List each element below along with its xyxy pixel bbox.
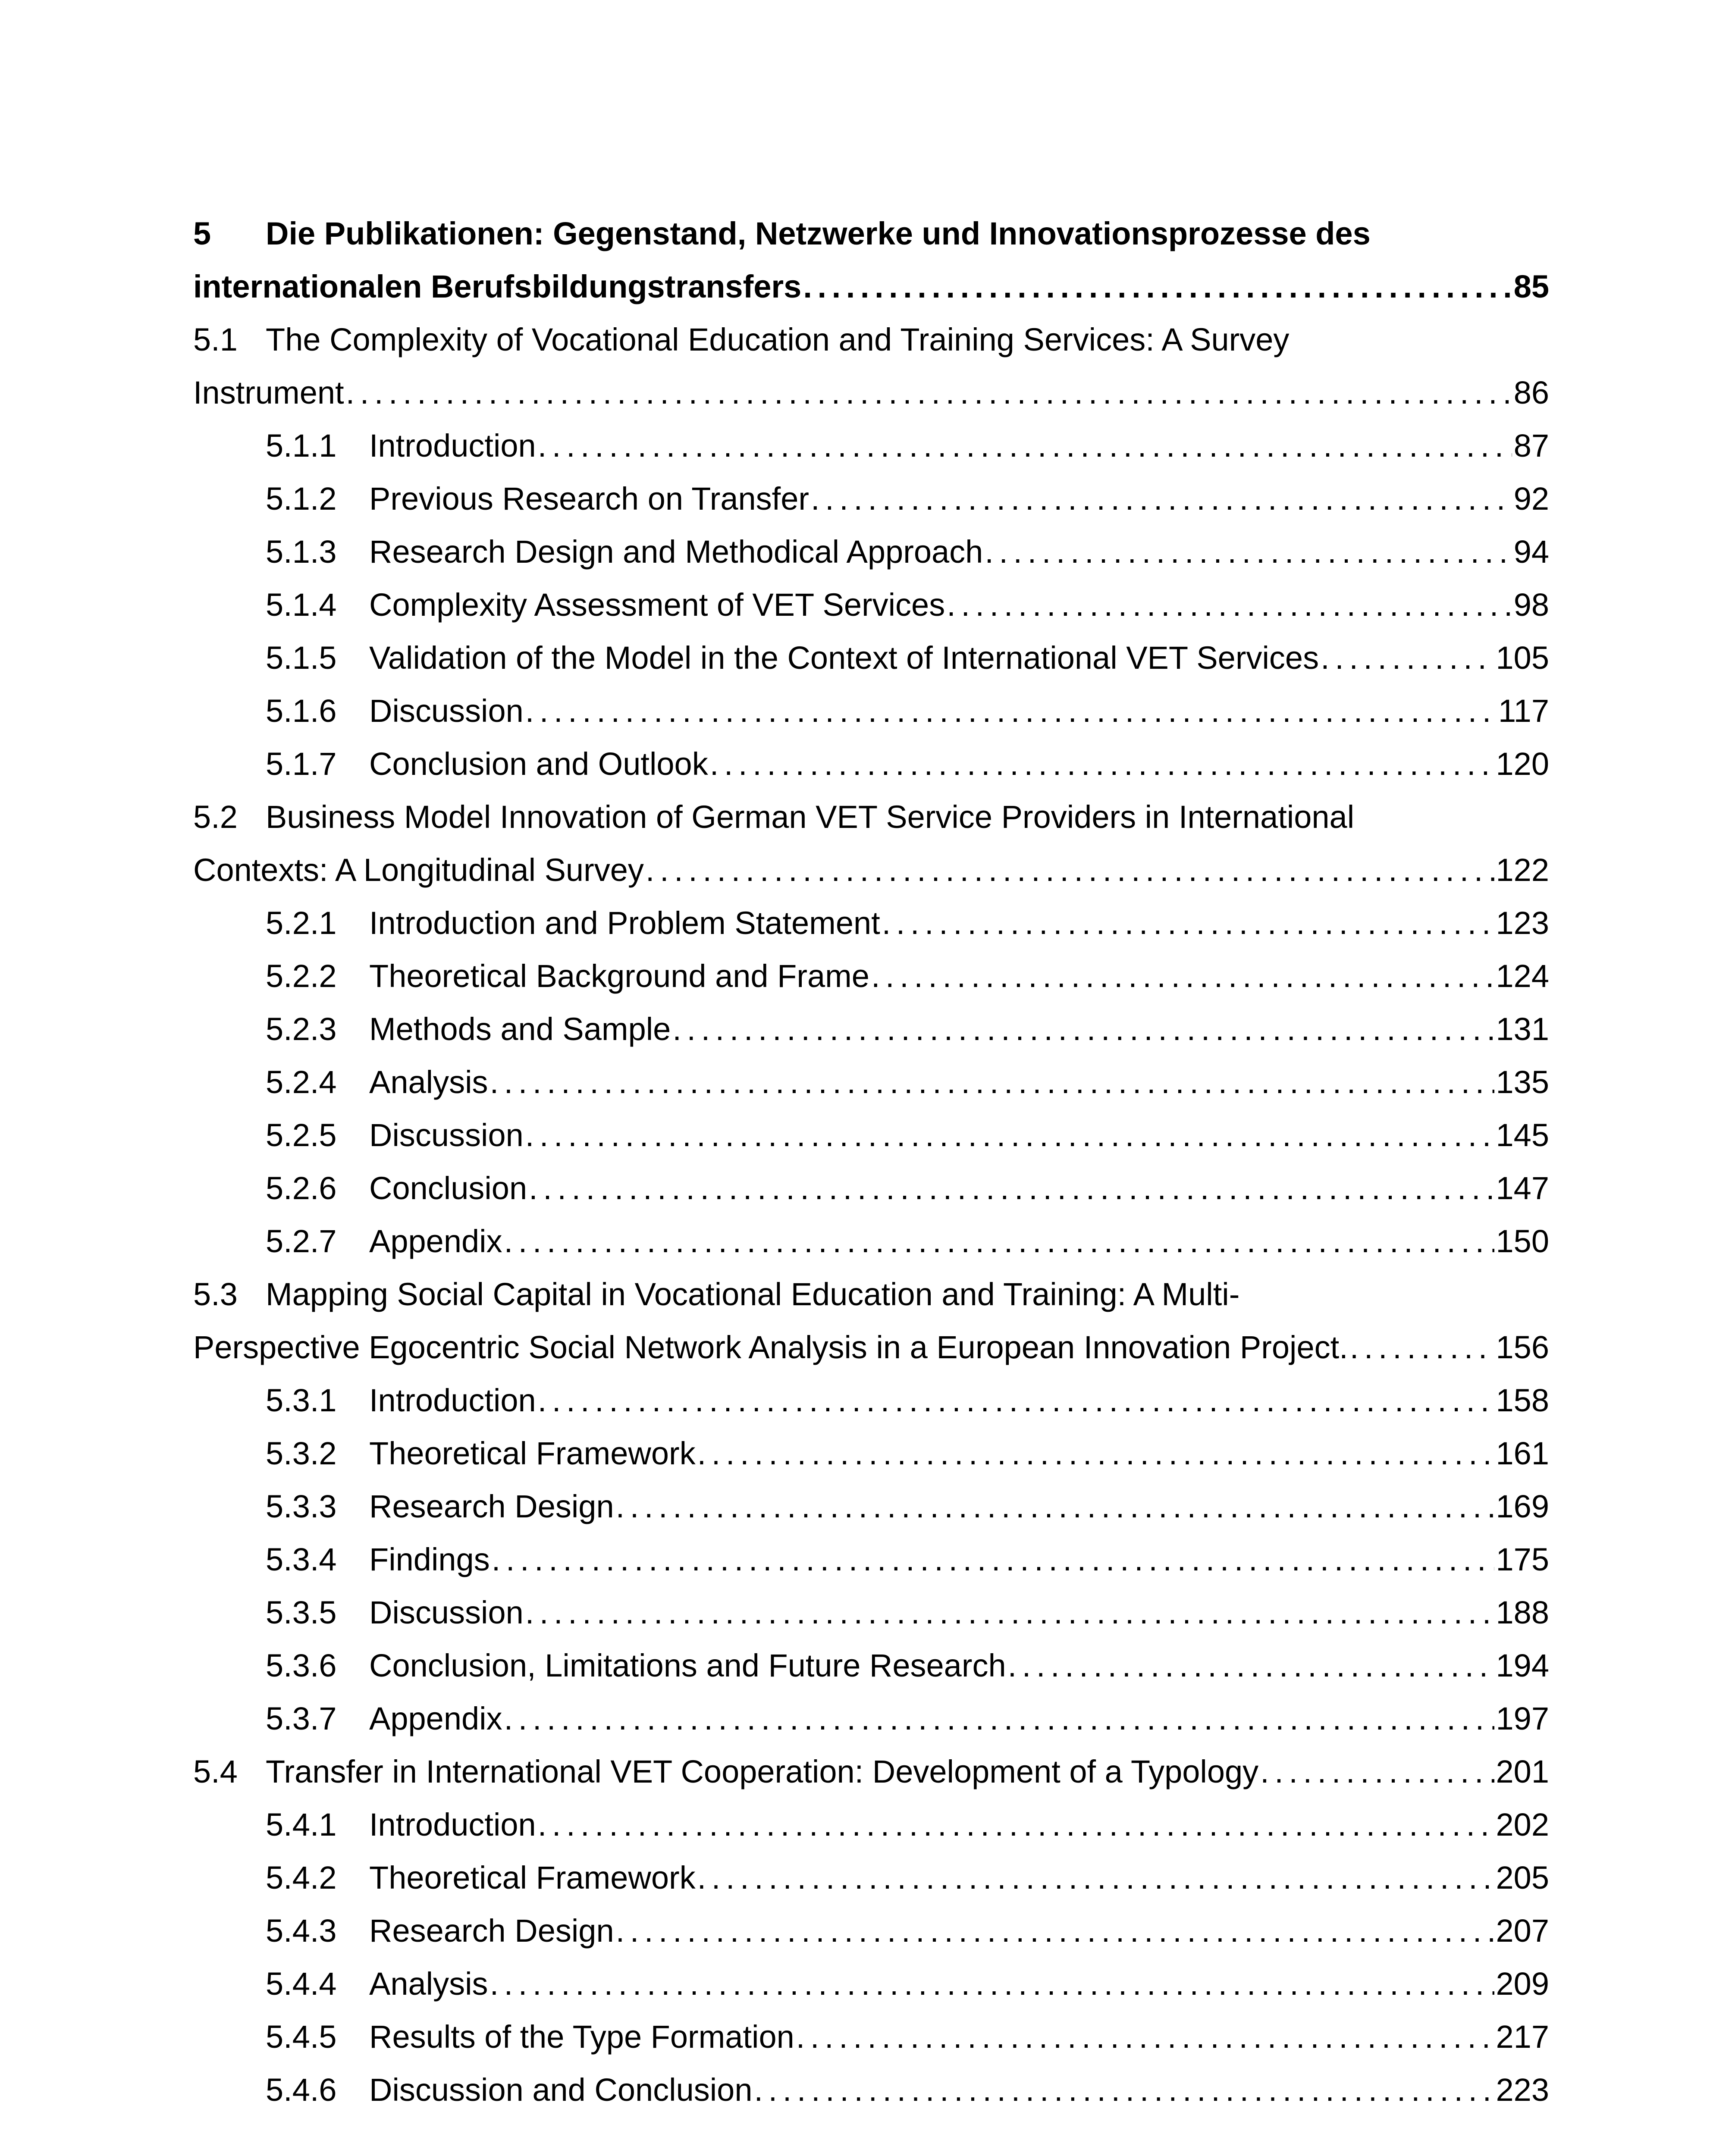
toc-subsection-entry[interactable] bbox=[193, 2010, 1549, 2063]
dot-leader bbox=[538, 419, 1512, 472]
toc-subsection-entry[interactable] bbox=[193, 1374, 1549, 1427]
toc-page-number: 209 bbox=[1496, 1966, 1549, 2002]
toc-section-entry[interactable] bbox=[193, 1745, 1549, 1798]
dot-leader bbox=[492, 1533, 1494, 1586]
toc-title: Research Design and Methodical Approach bbox=[369, 534, 983, 570]
dot-leader bbox=[672, 1003, 1494, 1056]
toc-line bbox=[266, 896, 1549, 950]
toc-number: 5.2.5 bbox=[266, 1117, 337, 1153]
toc-page-number: 205 bbox=[1496, 1860, 1549, 1896]
toc-line bbox=[266, 578, 1549, 631]
toc-title-continued: Perspective Egocentric Social Network Analysis in a European Innovation Project. bbox=[193, 1329, 1348, 1365]
toc-title-continued: Contexts: A Longitudinal Survey bbox=[193, 852, 644, 888]
toc-page-number: 175 bbox=[1496, 1542, 1549, 1577]
toc-page-number: 156 bbox=[1496, 1329, 1549, 1365]
toc-line bbox=[193, 260, 1549, 313]
toc-page-number: 202 bbox=[1496, 1807, 1549, 1843]
dot-leader bbox=[697, 1851, 1494, 1904]
dot-leader bbox=[525, 1109, 1494, 1162]
toc-line bbox=[266, 525, 1549, 578]
toc-title: Research Design bbox=[369, 1913, 614, 1949]
toc-title-continued: Instrument bbox=[193, 375, 344, 411]
toc-page-number: 161 bbox=[1496, 1435, 1549, 1471]
toc-subsection-entry[interactable] bbox=[193, 1480, 1549, 1533]
toc-subsection-entry[interactable] bbox=[193, 525, 1549, 578]
dot-leader bbox=[811, 472, 1512, 525]
toc-line bbox=[266, 1692, 1549, 1745]
toc-subsection-entry[interactable] bbox=[193, 684, 1549, 737]
toc-page-number: 85 bbox=[1513, 269, 1549, 304]
toc-page-number: 105 bbox=[1496, 640, 1549, 676]
dot-leader bbox=[1260, 1745, 1494, 1798]
toc-subsection-entry[interactable] bbox=[193, 1215, 1549, 1268]
toc-page-number: 131 bbox=[1496, 1011, 1549, 1047]
toc-page-number: 150 bbox=[1496, 1223, 1549, 1259]
dot-leader bbox=[346, 366, 1512, 419]
toc-title: Validation of the Model in the Context of International VET Services bbox=[369, 640, 1319, 676]
toc-number: 5.2.3 bbox=[266, 1011, 337, 1047]
toc-number: 5.3.7 bbox=[266, 1701, 337, 1736]
toc-section-entry[interactable] bbox=[193, 313, 1549, 419]
toc-title: Theoretical Framework bbox=[369, 1860, 696, 1896]
toc-subsection-entry[interactable] bbox=[193, 1692, 1549, 1745]
toc-page-number: 145 bbox=[1496, 1117, 1549, 1153]
toc-subsection-entry[interactable] bbox=[193, 1904, 1549, 1957]
toc-title: Methods and Sample bbox=[369, 1011, 671, 1047]
toc-page-number: 217 bbox=[1496, 2019, 1549, 2055]
toc-subsection-entry[interactable] bbox=[193, 1162, 1549, 1215]
dot-leader bbox=[697, 1427, 1494, 1480]
toc-subsection-entry[interactable] bbox=[193, 896, 1549, 950]
toc-subsection-entry[interactable] bbox=[193, 1109, 1549, 1162]
dot-leader bbox=[616, 1904, 1494, 1957]
toc-page-number: 123 bbox=[1496, 905, 1549, 941]
toc-title: Business Model Innovation of German VET Service Providers in International bbox=[266, 799, 1355, 835]
toc-line bbox=[266, 1056, 1549, 1109]
toc-line bbox=[266, 1480, 1549, 1533]
toc-line bbox=[266, 1533, 1549, 1586]
toc-line bbox=[193, 843, 1549, 896]
dot-leader bbox=[538, 1798, 1494, 1851]
toc-title: Introduction bbox=[369, 1382, 536, 1418]
toc-title: Analysis bbox=[369, 1064, 488, 1100]
toc-line bbox=[266, 1904, 1549, 1957]
toc-line bbox=[193, 207, 1549, 260]
dot-leader bbox=[490, 1056, 1494, 1109]
toc-line bbox=[193, 1268, 1549, 1321]
toc-title: Appendix bbox=[369, 1701, 502, 1736]
toc-line bbox=[266, 1427, 1549, 1480]
toc-line bbox=[266, 472, 1549, 525]
toc-title: Discussion bbox=[369, 1117, 524, 1153]
toc-title: Findings bbox=[369, 1542, 490, 1577]
toc-line bbox=[266, 684, 1549, 737]
toc-subsection-entry[interactable] bbox=[193, 1427, 1549, 1480]
toc-subsection-entry[interactable] bbox=[193, 950, 1549, 1003]
dot-leader bbox=[985, 525, 1512, 578]
toc-title: Theoretical Framework bbox=[369, 1435, 696, 1471]
toc-title: Introduction bbox=[369, 428, 536, 464]
dot-leader bbox=[525, 684, 1497, 737]
toc-title: Introduction and Problem Statement bbox=[369, 905, 880, 941]
toc-line bbox=[266, 1957, 1549, 2010]
toc-line bbox=[193, 366, 1549, 419]
toc-subsection-entry[interactable] bbox=[193, 419, 1549, 472]
toc-number: 5.3 bbox=[193, 1276, 238, 1312]
toc-title: Appendix bbox=[369, 1223, 502, 1259]
toc-page-number: 86 bbox=[1513, 375, 1549, 411]
toc-number: 5.1.2 bbox=[266, 481, 337, 517]
toc-subsection-entry[interactable] bbox=[193, 1798, 1549, 1851]
toc-title: Conclusion bbox=[369, 1170, 527, 1206]
toc-section-entry[interactable] bbox=[193, 790, 1549, 896]
toc-page-number: 94 bbox=[1513, 534, 1549, 570]
toc-subsection-entry[interactable] bbox=[193, 578, 1549, 631]
toc-subsection-entry[interactable] bbox=[193, 1957, 1549, 2010]
toc-subsection-entry[interactable] bbox=[193, 2063, 1549, 2116]
dot-leader bbox=[490, 1957, 1494, 2010]
toc-line bbox=[193, 313, 1549, 366]
toc-line bbox=[266, 2010, 1549, 2063]
toc-page-number: 207 bbox=[1496, 1913, 1549, 1949]
toc-page-number: 120 bbox=[1496, 746, 1549, 782]
toc-title: Conclusion and Outlook bbox=[369, 746, 708, 782]
toc-number: 5.4.1 bbox=[266, 1807, 337, 1843]
dot-leader bbox=[710, 737, 1494, 790]
toc-subsection-entry[interactable] bbox=[193, 1586, 1549, 1639]
toc-number: 5.3.4 bbox=[266, 1542, 337, 1577]
toc-title: Mapping Social Capital in Vocational Education and Training: A Multi- bbox=[266, 1276, 1240, 1312]
toc-title-continued: internationalen Berufsbildungstransfers bbox=[193, 269, 802, 304]
toc-title: Complexity Assessment of VET Services bbox=[369, 587, 945, 623]
toc-number: 5.1.5 bbox=[266, 640, 337, 676]
toc-number: 5.3.3 bbox=[266, 1489, 337, 1524]
toc-line bbox=[266, 1586, 1549, 1639]
dot-leader bbox=[1008, 1639, 1494, 1692]
toc-title: The Complexity of Vocational Education and Training Services: A Survey bbox=[266, 322, 1290, 357]
toc-title: Discussion bbox=[369, 1595, 524, 1630]
toc-number: 5.2.7 bbox=[266, 1223, 337, 1259]
toc-page-number: 87 bbox=[1513, 428, 1549, 464]
dot-leader bbox=[754, 2063, 1494, 2116]
dot-leader bbox=[525, 1586, 1494, 1639]
toc-title: Results of the Type Formation bbox=[369, 2019, 794, 2055]
toc-number: 5 bbox=[193, 216, 211, 251]
toc-subsection-entry[interactable] bbox=[193, 631, 1549, 684]
toc-title: Discussion and Conclusion bbox=[369, 2072, 753, 2108]
toc-number: 5.3.1 bbox=[266, 1382, 337, 1418]
toc-line bbox=[266, 631, 1549, 684]
toc-page-number: 188 bbox=[1496, 1595, 1549, 1630]
toc-number: 5.1.3 bbox=[266, 534, 337, 570]
toc-number: 5.4.4 bbox=[266, 1966, 337, 2002]
toc-number: 5.3.2 bbox=[266, 1435, 337, 1471]
toc-title: Previous Research on Transfer bbox=[369, 481, 810, 517]
dot-leader bbox=[947, 578, 1512, 631]
toc-subsection-entry[interactable] bbox=[193, 737, 1549, 790]
toc-number: 5.4.5 bbox=[266, 2019, 337, 2055]
toc-number: 5.3.6 bbox=[266, 1648, 337, 1683]
toc-subsection-entry[interactable] bbox=[193, 472, 1549, 525]
toc-line bbox=[266, 950, 1549, 1003]
toc-number: 5.2 bbox=[193, 799, 238, 835]
toc-subsection-entry[interactable] bbox=[193, 1056, 1549, 1109]
dot-leader bbox=[1350, 1321, 1494, 1374]
toc-title: Discussion bbox=[369, 693, 524, 729]
toc-number: 5.1.6 bbox=[266, 693, 337, 729]
dot-leader bbox=[504, 1215, 1494, 1268]
dot-leader bbox=[538, 1374, 1494, 1427]
toc-number: 5.2.4 bbox=[266, 1064, 337, 1100]
toc-line bbox=[266, 1374, 1549, 1427]
dot-leader bbox=[796, 2010, 1494, 2063]
toc-page-number: 117 bbox=[1498, 693, 1549, 729]
dot-leader bbox=[871, 950, 1494, 1003]
toc-number: 5.2.2 bbox=[266, 958, 337, 994]
toc-page-number: 223 bbox=[1496, 2072, 1549, 2108]
toc-chapter-entry[interactable] bbox=[193, 207, 1549, 313]
toc-section-entry[interactable] bbox=[193, 1268, 1549, 1374]
toc-line bbox=[266, 1851, 1549, 1904]
toc-number: 5.4.6 bbox=[266, 2072, 337, 2108]
toc-title: Analysis bbox=[369, 1966, 488, 2002]
toc-line bbox=[266, 1215, 1549, 1268]
toc-page-number: 194 bbox=[1496, 1648, 1549, 1683]
dot-leader bbox=[529, 1162, 1494, 1215]
toc-number: 5.4.2 bbox=[266, 1860, 337, 1896]
toc-subsection-entry[interactable] bbox=[193, 1851, 1549, 1904]
dot-leader bbox=[803, 260, 1512, 313]
toc-number: 5.1 bbox=[193, 322, 238, 357]
toc-page-number: 169 bbox=[1496, 1489, 1549, 1524]
toc-page-number: 122 bbox=[1496, 852, 1549, 888]
toc-page-number: 92 bbox=[1513, 481, 1549, 517]
toc-number: 5.4.3 bbox=[266, 1913, 337, 1949]
toc-number: 5.3.5 bbox=[266, 1595, 337, 1630]
toc-number: 5.1.7 bbox=[266, 746, 337, 782]
dot-leader bbox=[882, 896, 1494, 950]
toc-number: 5.2.6 bbox=[266, 1170, 337, 1206]
toc-subsection-entry[interactable] bbox=[193, 1533, 1549, 1586]
toc-line bbox=[266, 737, 1549, 790]
toc-line bbox=[193, 790, 1549, 843]
toc-line bbox=[266, 1162, 1549, 1215]
toc-page-number: 201 bbox=[1496, 1754, 1549, 1789]
toc-number: 5.4 bbox=[193, 1754, 238, 1789]
toc-line bbox=[193, 1321, 1549, 1374]
toc-subsection-entry[interactable] bbox=[193, 1639, 1549, 1692]
toc-title: Transfer in International VET Cooperation: Development of a Typology bbox=[266, 1754, 1259, 1789]
dot-leader bbox=[1321, 631, 1494, 684]
dot-leader bbox=[504, 1692, 1494, 1745]
toc-line bbox=[193, 1745, 1549, 1798]
toc-page-number: 98 bbox=[1513, 587, 1549, 623]
toc-title: Research Design bbox=[369, 1489, 614, 1524]
toc-line bbox=[266, 1798, 1549, 1851]
dot-leader bbox=[646, 843, 1494, 896]
toc-title: Theoretical Background and Frame bbox=[369, 958, 869, 994]
toc-number: 5.1.4 bbox=[266, 587, 337, 623]
toc-number: 5.2.1 bbox=[266, 905, 337, 941]
toc-subsection-entry[interactable] bbox=[193, 1003, 1549, 1056]
toc-line bbox=[266, 1003, 1549, 1056]
toc-page-number: 158 bbox=[1496, 1382, 1549, 1418]
toc-page-number: 197 bbox=[1496, 1701, 1549, 1736]
toc-page-number: 147 bbox=[1496, 1170, 1549, 1206]
toc-number: 5.1.1 bbox=[266, 428, 337, 464]
toc-page-number: 124 bbox=[1496, 958, 1549, 994]
toc-title: Conclusion, Limitations and Future Research bbox=[369, 1648, 1006, 1683]
toc-page-number: 135 bbox=[1496, 1064, 1549, 1100]
toc-title: Die Publikationen: Gegenstand, Netzwerke und Innovationsprozesse des bbox=[266, 216, 1371, 251]
table-of-contents bbox=[193, 207, 1549, 2116]
toc-line bbox=[266, 1639, 1549, 1692]
toc-title: Introduction bbox=[369, 1807, 536, 1843]
toc-line bbox=[266, 1109, 1549, 1162]
toc-line bbox=[266, 419, 1549, 472]
toc-line bbox=[266, 2063, 1549, 2116]
dot-leader bbox=[616, 1480, 1494, 1533]
